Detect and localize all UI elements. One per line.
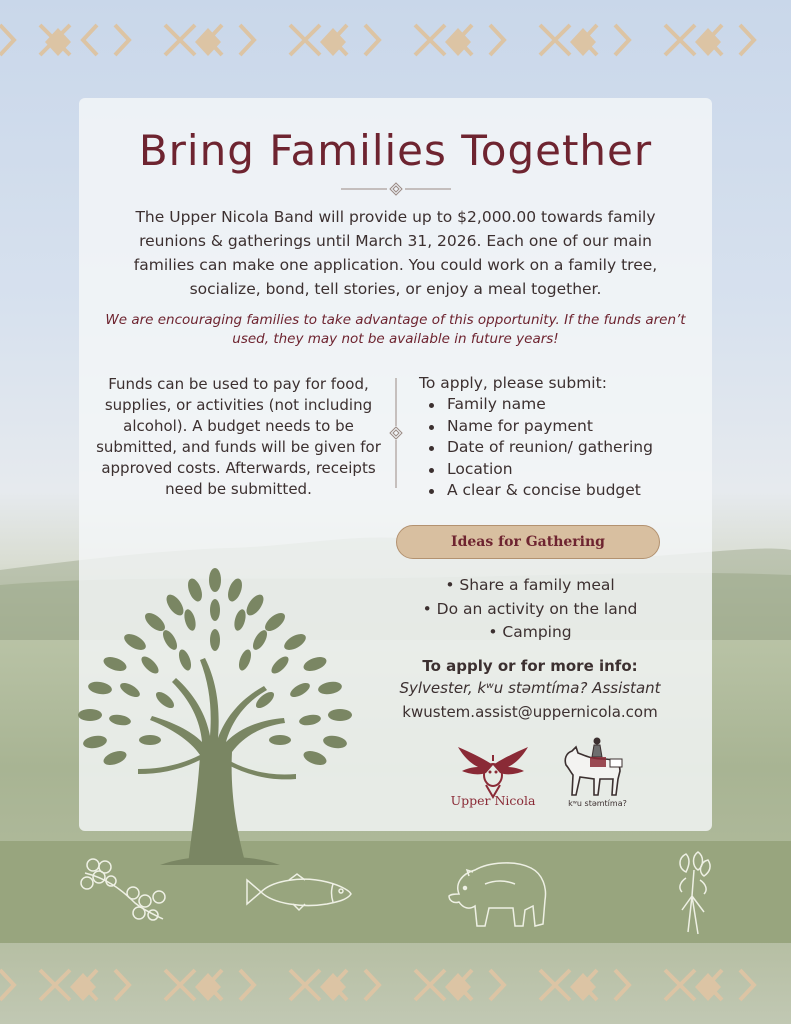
list-item: A clear & concise budget [419,480,719,502]
list-item: Family name [419,394,719,416]
apply-intro: To apply, please submit: [419,374,607,392]
ideas-list [380,574,680,645]
ideas-for-gathering-button[interactable]: Ideas for Gathering [396,525,660,559]
flower-icon [668,848,720,938]
list-item: Location [419,459,719,481]
upper-nicola-logo-text: Upper Nicola [450,793,536,808]
contact-heading: To apply or for more info: [422,657,638,675]
list-item: • Share a family meal [445,576,615,594]
kwu-stamtima-logo-text: kʷu stəmtíma? [568,799,627,808]
list-item: • Camping [488,623,572,641]
apply-list [419,394,719,502]
contact-name: Sylvester, kʷu stəmtíma? Assistant [399,679,661,697]
list-item: Date of reunion/ gathering [419,437,719,459]
column-divider [388,378,404,488]
list-item: Name for payment [419,416,719,438]
tree-icon [60,560,370,865]
contact-info [380,655,680,724]
horse-rider-icon [560,737,628,797]
fish-icon [243,872,355,912]
bear-icon [445,854,550,932]
berries-icon [75,853,170,933]
contact-email-link[interactable]: kwustem.assist@uppernicola.com [402,703,658,721]
intro-paragraph: The Upper Nicola Band will provide up to $2,000.00 towards family reunions & gatherings until March 31, 2026. Each one of our main families can make one application. You could work on a family tree, socialize, bond, tell stories, or enjoy a meal together. [133,208,658,298]
list-item: • Do an activity on the land [422,599,638,618]
encouragement-note: We are encouraging families to take advantage of this opportunity. If the funds aren’t used, they may not be available in future years! [105,312,686,347]
apply-requirements [419,373,719,502]
title-divider [341,181,451,197]
top-decorative-border [0,5,791,75]
bottom-decorative-border [0,950,791,1020]
funds-paragraph: Funds can be used to pay for food, supplies, or activities (not including alcohol). A budget needs to be submitted, and funds will be given for approved costs. Afterwards, receipts need be submitted. [96,375,381,498]
page-title: Bring Families Together [138,126,653,175]
